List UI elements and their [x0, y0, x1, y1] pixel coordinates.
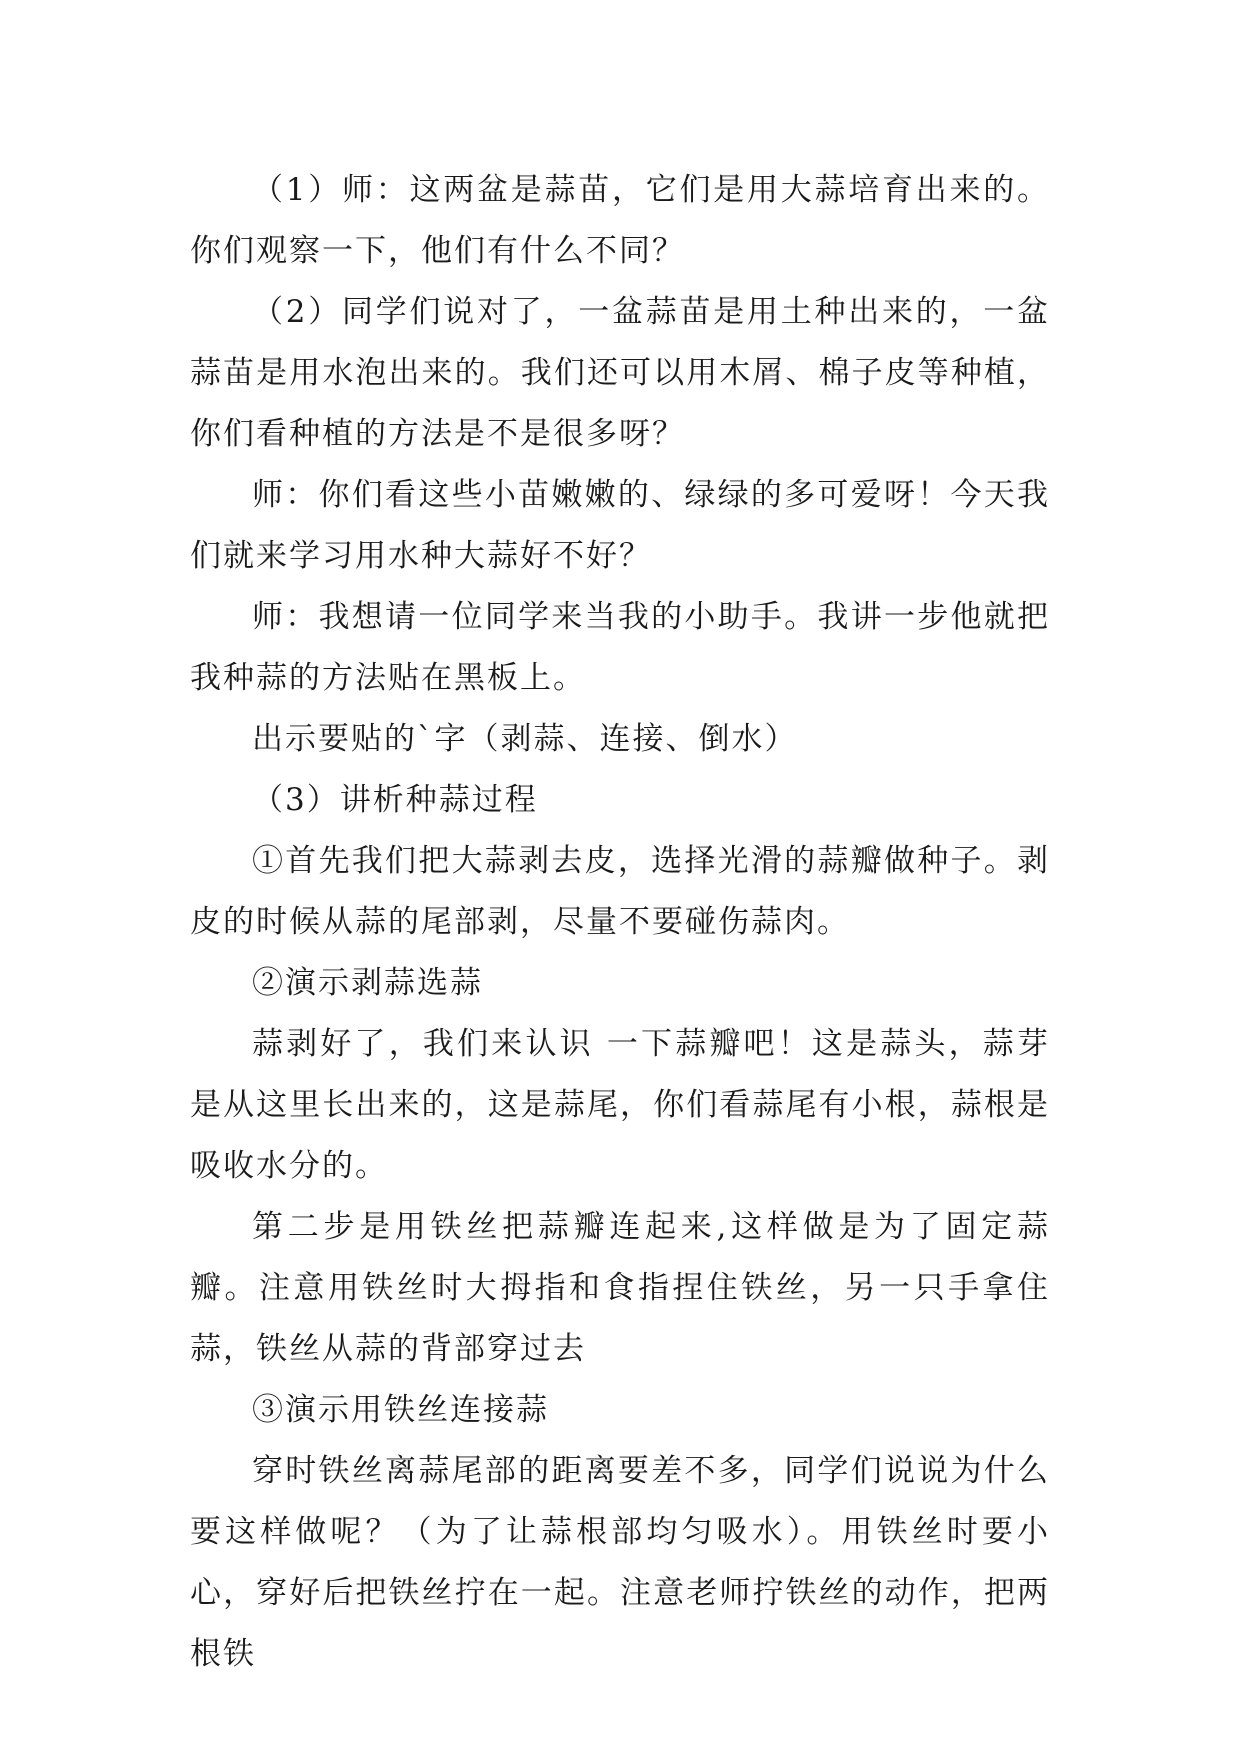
paragraph: 出示要贴的`字（剥蒜、连接、倒水） [252, 721, 798, 757]
paragraph: （2）同学们说对了，一盆蒜苗是用土种出来的，一盆蒜苗是用水泡出来的。我们还可以用木屑、棉子皮等种植，你们看种植的方法是不是很多呀？ [190, 294, 1050, 452]
paragraph: （1）师：这两盆是蒜苗，它们是用大蒜培育出来的。你们观察一下，他们有什么不同？ [190, 172, 1050, 269]
paragraph: ③演示用铁丝连接蒜 [252, 1392, 549, 1428]
paragraph: 第二步是用铁丝把蒜瓣连起来,这样做是为了固定蒜瓣。注意用铁丝时大拇指和食指捏住铁丝，另一只手拿住蒜，铁丝从蒜的背部穿过去 [190, 1209, 1050, 1367]
paragraph: 师：我想请一位同学来当我的小助手。我讲一步他就把我种蒜的方法贴在黑板上。 [190, 599, 1050, 696]
paragraph: 蒜剥好了，我们来认识 一下蒜瓣吧！这是蒜头，蒜芽是从这里长出来的，这是蒜尾，你们看蒜尾有小根，蒜根是吸收水分的。 [190, 1026, 1050, 1184]
paragraph: ②演示剥蒜选蒜 [252, 965, 483, 1001]
paragraph: ①首先我们把大蒜剥去皮，选择光滑的蒜瓣做种子。剥皮的时候从蒜的尾部剥，尽量不要碰伤蒜肉。 [190, 843, 1050, 940]
paragraph: 穿时铁丝离蒜尾部的距离要差不多，同学们说说为什么要这样做呢？（为了让蒜根部均匀吸水）。用铁丝时要小心，穿好后把铁丝拧在一起。注意老师拧铁丝的动作，把两根铁 [190, 1453, 1050, 1672]
paragraph: （3）讲析种蒜过程 [252, 782, 538, 818]
paragraph: 师：你们看这些小苗嫩嫩的、绿绿的多可爱呀！今天我们就来学习用水种大蒜好不好？ [190, 477, 1050, 574]
document-page [190, 160, 1050, 1685]
